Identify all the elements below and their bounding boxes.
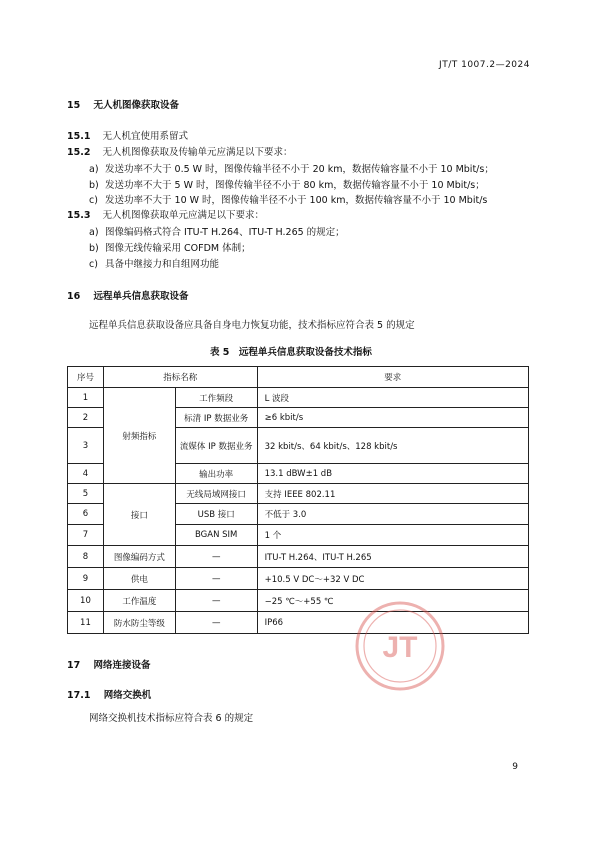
section-15-heading bbox=[67, 100, 179, 112]
cell-dash: — bbox=[175, 568, 257, 590]
list-text: 发送功率不大于 5 W 时，图像传输半径不小于 80 km，数据传输容量不小于 10 Mbit/s； bbox=[105, 180, 485, 191]
clause-15-2 bbox=[67, 147, 293, 159]
clause-title: 网络交换机 bbox=[103, 690, 152, 701]
cell-name: 供电 bbox=[103, 568, 175, 590]
table-row bbox=[68, 590, 529, 612]
cell-no: 7 bbox=[68, 525, 104, 546]
cell-req: 支持 IEEE 802.11 bbox=[257, 484, 528, 504]
section-number: 16 bbox=[67, 291, 81, 302]
table-row bbox=[68, 388, 529, 408]
list-label: b) bbox=[89, 180, 99, 191]
table-caption: 表 5 远程单兵信息获取设备技术指标 bbox=[210, 347, 372, 358]
clause-text: 无人机图像获取单元应满足以下要求： bbox=[102, 210, 265, 221]
list-item bbox=[89, 195, 487, 207]
spec-table bbox=[67, 366, 529, 634]
cell-req: −25 ℃～+55 ℃ bbox=[257, 590, 528, 612]
clause-17-1 bbox=[67, 690, 151, 702]
cell-name: 图像编码方式 bbox=[103, 546, 175, 568]
list-item bbox=[89, 243, 251, 255]
cell-no: 1 bbox=[68, 388, 104, 408]
clause-number: 15.2 bbox=[67, 147, 91, 158]
jt-stamp-logo bbox=[354, 600, 446, 692]
cell-no: 9 bbox=[68, 568, 104, 590]
page-number: 9 bbox=[512, 762, 518, 772]
cell-name: 防水防尘等级 bbox=[103, 612, 175, 634]
cell-no: 11 bbox=[68, 612, 104, 634]
clause-15-1 bbox=[67, 131, 188, 143]
cell-req: ≥6 kbit/s bbox=[257, 408, 528, 428]
list-item bbox=[89, 164, 494, 176]
cell-no: 2 bbox=[68, 408, 104, 428]
table-row bbox=[68, 546, 529, 568]
clause-number: 15.3 bbox=[67, 210, 91, 221]
cell-sub: 标清 IP 数据业务 bbox=[175, 408, 257, 428]
list-label: a) bbox=[89, 164, 99, 175]
cell-sub: 工作频段 bbox=[175, 388, 257, 408]
cell-req: IP66 bbox=[257, 612, 528, 634]
list-label: c) bbox=[89, 195, 98, 206]
list-label: c) bbox=[89, 259, 98, 270]
header-indicator: 指标名称 bbox=[103, 367, 257, 388]
section-17-heading bbox=[67, 660, 150, 672]
cell-dash: — bbox=[175, 590, 257, 612]
cell-sub: 流媒体 IP 数据业务 bbox=[175, 428, 257, 464]
cell-dash: — bbox=[175, 546, 257, 568]
section-title: 无人机图像获取设备 bbox=[93, 100, 179, 111]
clause-15-3 bbox=[67, 210, 264, 222]
list-text: 图像编码格式符合 ITU-T H.264、ITU-T H.265 的规定； bbox=[105, 227, 345, 238]
header-no: 序号 bbox=[68, 367, 104, 388]
cell-req: 13.1 dBW±1 dB bbox=[257, 464, 528, 484]
clause-text: 无人机图像获取及传输单元应满足以下要求： bbox=[102, 147, 293, 158]
cell-no: 3 bbox=[68, 428, 104, 464]
cell-req: L 波段 bbox=[257, 388, 528, 408]
section-number: 15 bbox=[67, 100, 81, 111]
section-title: 网络连接设备 bbox=[93, 660, 151, 671]
cell-req: 32 kbit/s、64 kbit/s、128 kbit/s bbox=[257, 428, 528, 464]
list-text: 发送功率不大于 10 W 时，图像传输半径不小于 100 km，数据传输容量不小于 10 Mbit/s bbox=[105, 195, 488, 206]
table-row bbox=[68, 568, 529, 590]
table-row bbox=[68, 484, 529, 504]
list-item bbox=[89, 259, 219, 271]
cell-name: 工作温度 bbox=[103, 590, 175, 612]
header-req: 要求 bbox=[257, 367, 528, 388]
list-text: 发送功率不大于 0.5 W 时，图像传输半径不小于 20 km，数据传输容量不小于 10 Mbit/s； bbox=[105, 164, 494, 175]
paragraph: 远程单兵信息获取设备应具备自身电力恢复功能，技术指标应符合表 5 的规定 bbox=[89, 320, 415, 331]
list-text: 具备中继接力和自组网功能 bbox=[105, 259, 220, 270]
clause-text: 无人机宜使用系留式 bbox=[102, 131, 189, 142]
svg-text:JT: JT bbox=[382, 631, 418, 664]
cell-req: 1 个 bbox=[257, 525, 528, 546]
cell-no: 6 bbox=[68, 504, 104, 525]
group-if: 接口 bbox=[103, 484, 175, 546]
table-row bbox=[68, 612, 529, 634]
section-16-heading bbox=[67, 291, 188, 303]
list-item bbox=[89, 227, 345, 239]
clause-number: 15.1 bbox=[67, 131, 91, 142]
list-item bbox=[89, 180, 485, 192]
cell-no: 10 bbox=[68, 590, 104, 612]
list-text: 图像无线传输采用 COFDM 体制； bbox=[105, 243, 251, 254]
cell-no: 4 bbox=[68, 464, 104, 484]
list-label: b) bbox=[89, 243, 99, 254]
cell-sub: 无线局域网接口 bbox=[175, 484, 257, 504]
table-header-row bbox=[68, 367, 529, 388]
cell-req: ITU-T H.264、ITU-T H.265 bbox=[257, 546, 528, 568]
standard-number: JT/T 1007.2—2024 bbox=[439, 60, 530, 70]
list-label: a) bbox=[89, 227, 99, 238]
cell-sub: 输出功率 bbox=[175, 464, 257, 484]
cell-sub: USB 接口 bbox=[175, 504, 257, 525]
group-rf: 射频指标 bbox=[103, 388, 175, 484]
cell-no: 8 bbox=[68, 546, 104, 568]
cell-no: 5 bbox=[68, 484, 104, 504]
section-number: 17 bbox=[67, 660, 81, 671]
cell-sub: BGAN SIM bbox=[175, 525, 257, 546]
cell-dash: — bbox=[175, 612, 257, 634]
clause-number: 17.1 bbox=[67, 690, 91, 701]
cell-req: +10.5 V DC～+32 V DC bbox=[257, 568, 528, 590]
section-title: 远程单兵信息获取设备 bbox=[93, 291, 189, 302]
cell-req: 不低于 3.0 bbox=[257, 504, 528, 525]
paragraph: 网络交换机技术指标应符合表 6 的规定 bbox=[89, 713, 254, 724]
